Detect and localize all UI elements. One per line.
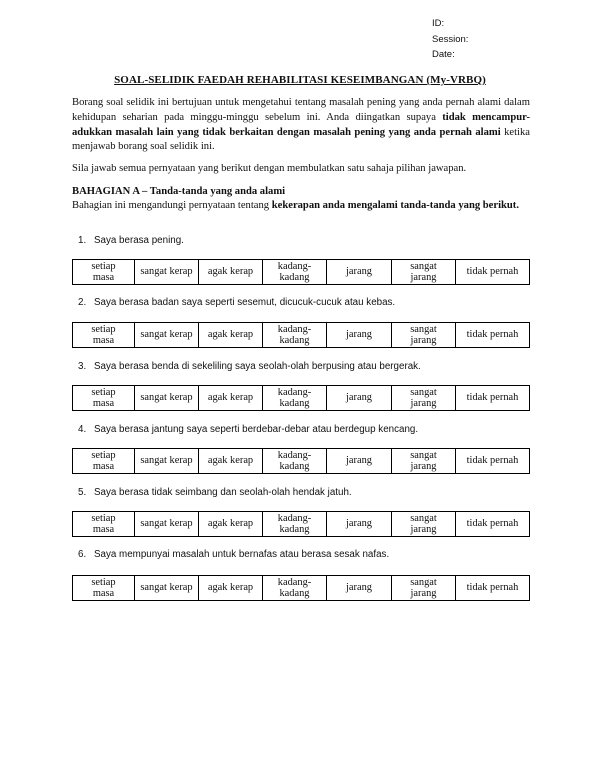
option-tidak-pernah[interactable]: tidak pernah — [456, 323, 530, 348]
question-5 — [78, 487, 352, 498]
question-text: Saya berasa benda di sekeliling saya seolah-olah berpusing atau bergerak. — [94, 361, 421, 372]
option-tidak-pernah[interactable]: tidak pernah — [456, 512, 530, 537]
question-6 — [78, 549, 389, 560]
option-setiap-masa[interactable]: setiap masa — [73, 512, 135, 537]
answer-options-5 — [72, 511, 530, 537]
question-4 — [78, 424, 418, 435]
intro-text-b: ketika menjawab borang soal selidik ini. — [72, 126, 530, 153]
section-a-description — [72, 199, 519, 213]
option-kadang-kadang[interactable]: kadang- kadang — [263, 449, 327, 474]
option-setiap-masa[interactable]: setiap masa — [73, 386, 135, 411]
option-sangat-kerap[interactable]: sangat kerap — [135, 576, 199, 601]
question-text: Saya mempunyai masalah untuk bernafas atau berasa sesak nafas. — [94, 549, 390, 560]
answer-options-4 — [72, 448, 530, 474]
option-setiap-masa[interactable]: setiap masa — [73, 449, 135, 474]
option-kadang-kadang[interactable]: kadang- kadang — [263, 323, 327, 348]
option-jarang[interactable]: jarang — [327, 576, 392, 601]
id-label: ID: — [432, 18, 445, 29]
option-agak-kerap[interactable]: agak kerap — [199, 260, 263, 285]
intro-paragraph — [72, 96, 530, 155]
question-text: Saya berasa tidak seimbang dan seolah-olah hendak jatuh. — [94, 487, 352, 498]
question-number: 6. — [78, 549, 87, 560]
question-number: 3. — [78, 361, 87, 372]
date-label: Date: — [432, 49, 455, 60]
option-agak-kerap[interactable]: agak kerap — [199, 512, 263, 537]
answer-options-2 — [72, 322, 530, 348]
option-sangat-jarang[interactable]: sangat jarang — [392, 512, 456, 537]
option-sangat-kerap[interactable]: sangat kerap — [135, 512, 199, 537]
option-kadang-kadang[interactable]: kadang- kadang — [263, 386, 327, 411]
option-kadang-kadang[interactable]: kadang- kadang — [263, 576, 327, 601]
option-jarang[interactable]: jarang — [327, 260, 392, 285]
option-tidak-pernah[interactable]: tidak pernah — [456, 449, 530, 474]
option-setiap-masa[interactable]: setiap masa — [73, 260, 135, 285]
option-sangat-jarang[interactable]: sangat jarang — [392, 260, 456, 285]
question-number: 2. — [78, 297, 87, 308]
option-sangat-kerap[interactable]: sangat kerap — [135, 260, 199, 285]
question-text: Saya berasa jantung saya seperti berdebar-debar atau berdegup kencang. — [94, 424, 419, 435]
option-sangat-jarang[interactable]: sangat jarang — [392, 386, 456, 411]
answer-options-6 — [72, 575, 530, 601]
option-sangat-jarang[interactable]: sangat jarang — [392, 449, 456, 474]
section-a-desc-plain: Bahagian ini mengandungi pernyataan tentang — [72, 200, 272, 211]
question-number: 5. — [78, 487, 87, 498]
option-tidak-pernah[interactable]: tidak pernah — [456, 576, 530, 601]
option-sangat-kerap[interactable]: sangat kerap — [135, 323, 199, 348]
instruction-text: Sila jawab semua pernyataan yang berikut dengan membulatkan satu sahaja pilihan jawapan. — [72, 163, 467, 174]
option-setiap-masa[interactable]: setiap masa — [73, 576, 135, 601]
section-a-desc-bold: kekerapan anda mengalami tanda-tanda yang berikut. — [271, 200, 519, 211]
option-setiap-masa[interactable]: setiap masa — [73, 323, 135, 348]
intro-text-a: Borang soal selidik ini bertujuan untuk mengetahui tentang masalah pening yang anda pernah alami dalam kehidupan seharian pada minggu-minggu sebelum ini. Anda diingatkan supaya — [72, 97, 530, 123]
session-label: Session: — [432, 33, 469, 45]
question-1 — [78, 235, 184, 246]
option-kadang-kadang[interactable]: kadang- kadang — [263, 512, 327, 537]
option-jarang[interactable]: jarang — [327, 386, 392, 411]
answer-options-3 — [72, 385, 530, 411]
section-a-heading: BAHAGIAN A – Tanda-tanda yang anda alami — [72, 186, 286, 197]
option-agak-kerap[interactable]: agak kerap — [199, 576, 263, 601]
form-meta — [432, 16, 468, 63]
option-tidak-pernah[interactable]: tidak pernah — [456, 386, 530, 411]
option-kadang-kadang[interactable]: kadang- kadang — [263, 260, 327, 285]
option-jarang[interactable]: jarang — [327, 512, 392, 537]
question-text: Saya berasa pening. — [94, 235, 184, 246]
question-number: 4. — [78, 424, 87, 435]
option-agak-kerap[interactable]: agak kerap — [199, 449, 263, 474]
option-sangat-jarang[interactable]: sangat jarang — [392, 323, 456, 348]
option-sangat-kerap[interactable]: sangat kerap — [135, 449, 199, 474]
page-title: SOAL-SELIDIK FAEDAH REHABILITASI KESEIMBANGAN (My-VRBQ) — [114, 74, 486, 86]
option-agak-kerap[interactable]: agak kerap — [199, 323, 263, 348]
option-jarang[interactable]: jarang — [327, 323, 392, 348]
option-jarang[interactable]: jarang — [327, 449, 392, 474]
section-a — [72, 185, 519, 213]
question-3 — [78, 361, 421, 372]
intro-bold-text: tidak mencampur-adukkan masalah lain yang tidak berkaitan dengan masalah pening yang anda pernah alami — [72, 111, 530, 138]
question-2 — [78, 297, 395, 308]
option-sangat-kerap[interactable]: sangat kerap — [135, 386, 199, 411]
answer-options-1 — [72, 259, 530, 285]
question-number: 1. — [78, 235, 87, 246]
option-agak-kerap[interactable]: agak kerap — [199, 386, 263, 411]
option-tidak-pernah[interactable]: tidak pernah — [456, 260, 530, 285]
question-text: Saya berasa badan saya seperti sesemut, dicucuk-cucuk atau kebas. — [94, 297, 396, 308]
option-sangat-jarang[interactable]: sangat jarang — [392, 576, 456, 601]
